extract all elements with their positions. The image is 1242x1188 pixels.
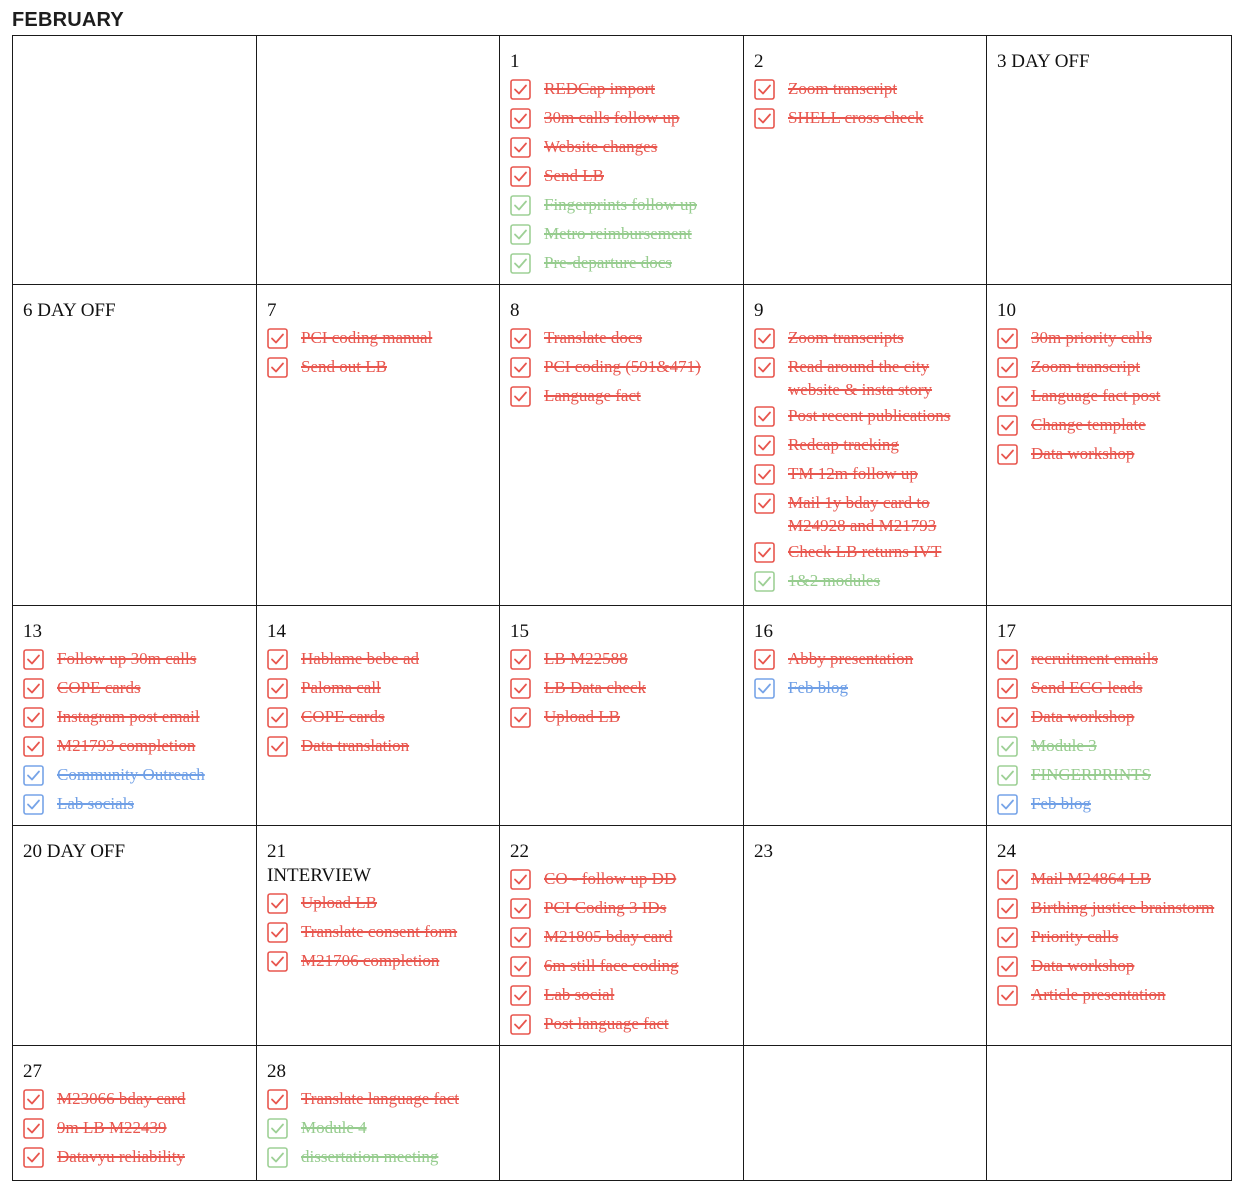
checkbox-checked-icon[interactable]: [267, 357, 288, 378]
task-item: [510, 355, 733, 381]
task-text: Translate language fact: [301, 1089, 459, 1108]
task-item: [997, 896, 1221, 922]
task-text: Zoom transcript: [1031, 357, 1141, 376]
checkbox-checked-icon[interactable]: [510, 707, 531, 728]
checkbox-checked-icon[interactable]: [267, 893, 288, 914]
task-text: Language fact post: [1031, 386, 1161, 405]
day-cell[interactable]: [987, 36, 1232, 285]
day-label: 13: [23, 621, 42, 642]
day-label: 3 DAY OFF: [997, 51, 1090, 72]
checkbox-checked-icon[interactable]: [23, 765, 44, 786]
checkbox-checked-icon[interactable]: [997, 765, 1018, 786]
task-text: Language fact: [544, 386, 641, 405]
task-text: Feb blog: [788, 678, 848, 697]
checkbox-checked-icon[interactable]: [510, 195, 531, 216]
day-cell[interactable]: [744, 285, 987, 606]
checkbox-checked-icon[interactable]: [267, 328, 288, 349]
day-label: 10: [997, 300, 1016, 321]
checkbox-checked-icon[interactable]: [997, 386, 1018, 407]
checkbox-checked-icon[interactable]: [997, 328, 1018, 349]
day-label: 1: [510, 51, 520, 72]
task-text: M21706 completion: [301, 951, 440, 970]
task-item: [510, 705, 733, 731]
task-text: M21805 bday card: [544, 927, 673, 946]
checkbox-checked-icon[interactable]: [997, 898, 1018, 919]
day-cell[interactable]: [987, 826, 1232, 1046]
task-text: Translate docs: [544, 328, 643, 347]
task-text: PCI Coding 3 IDs: [544, 898, 667, 917]
checkbox-checked-icon[interactable]: [510, 386, 531, 407]
task-item: [997, 705, 1221, 731]
task-item: [510, 954, 733, 980]
checkbox-checked-icon[interactable]: [997, 649, 1018, 670]
task-item: [267, 1116, 489, 1142]
task-text: Send LB: [544, 166, 604, 185]
checkbox-checked-icon[interactable]: [997, 444, 1018, 465]
checkbox-checked-icon[interactable]: [267, 1147, 288, 1168]
task-text: Follow up 30m calls: [57, 649, 197, 668]
task-text: Data workshop: [1031, 444, 1135, 463]
task-item: [754, 569, 976, 595]
task-item: [997, 326, 1221, 352]
checkbox-checked-icon[interactable]: [997, 927, 1018, 948]
task-item: [510, 867, 733, 893]
day-label: 28: [267, 1061, 286, 1082]
checkbox-checked-icon[interactable]: [754, 79, 775, 100]
task-text: Module 3: [1031, 736, 1097, 755]
day-cell[interactable]: [257, 826, 500, 1046]
day-label: 14: [267, 621, 286, 642]
checkbox-checked-icon[interactable]: [267, 1118, 288, 1139]
checkbox-checked-icon[interactable]: [754, 357, 775, 378]
task-text: M21793 completion: [57, 736, 196, 755]
task-item: [997, 647, 1221, 673]
task-text: Zoom transcript: [788, 79, 898, 98]
checkbox-checked-icon[interactable]: [754, 542, 775, 563]
task-text: CO - follow up DD: [544, 869, 677, 888]
task-text: Module 4: [301, 1118, 367, 1137]
task-item: [23, 1116, 246, 1142]
checkbox-checked-icon[interactable]: [510, 357, 531, 378]
task-text: Send out LB: [301, 357, 387, 376]
task-text: Feb blog: [1031, 794, 1091, 813]
checkbox-checked-icon[interactable]: [267, 1089, 288, 1110]
task-item: [754, 433, 976, 459]
task-item: [997, 983, 1221, 1009]
checkbox-checked-icon[interactable]: [510, 956, 531, 977]
checkbox-checked-icon[interactable]: [267, 707, 288, 728]
day-cell[interactable]: [744, 826, 987, 1046]
day-cell[interactable]: [987, 285, 1232, 606]
task-item: [23, 705, 246, 731]
month-title: FEBRUARY: [12, 9, 124, 31]
day-cell[interactable]: [257, 606, 500, 826]
task-text: Fingerprints follow up: [544, 195, 697, 214]
checkbox-checked-icon[interactable]: [997, 357, 1018, 378]
task-text: Post language fact: [544, 1014, 669, 1033]
task-item: [23, 763, 246, 789]
checkbox-checked-icon[interactable]: [997, 869, 1018, 890]
checkbox-checked-icon[interactable]: [510, 166, 531, 187]
task-text: Lab social: [544, 985, 615, 1004]
checkbox-checked-icon[interactable]: [267, 678, 288, 699]
task-item: [754, 404, 976, 430]
checkbox-checked-icon[interactable]: [997, 707, 1018, 728]
checkbox-checked-icon[interactable]: [23, 649, 44, 670]
task-text: Hablame bebe ad: [301, 649, 419, 668]
task-item: [23, 792, 246, 818]
day-cell[interactable]: [13, 606, 257, 826]
task-item: [510, 193, 733, 219]
day-cell[interactable]: [13, 36, 257, 285]
task-text: Website changes: [544, 137, 658, 156]
checkbox-checked-icon[interactable]: [754, 678, 775, 699]
day-label: 2: [754, 51, 764, 72]
task-item: [23, 647, 246, 673]
checkbox-checked-icon[interactable]: [997, 736, 1018, 757]
task-item: [267, 734, 489, 760]
task-text: REDCap import: [544, 79, 655, 98]
day-cell[interactable]: [500, 36, 744, 285]
task-text: TM 12m follow up: [788, 464, 918, 483]
task-item: [754, 77, 976, 103]
task-item: [997, 442, 1221, 468]
day-cell[interactable]: [500, 826, 744, 1046]
day-cell[interactable]: [500, 285, 744, 606]
checkbox-checked-icon[interactable]: [997, 985, 1018, 1006]
task-text: Translate consent form: [301, 922, 458, 941]
task-item: [510, 647, 733, 673]
task-item: [510, 164, 733, 190]
checkbox-checked-icon[interactable]: [754, 406, 775, 427]
day-cell[interactable]: [257, 1046, 500, 1181]
day-label: 22: [510, 841, 529, 862]
checkbox-checked-icon[interactable]: [23, 707, 44, 728]
day-cell[interactable]: [13, 826, 257, 1046]
week-row: [13, 1046, 1232, 1181]
task-text: Data workshop: [1031, 707, 1135, 726]
task-item: [23, 734, 246, 760]
day-cell[interactable]: [744, 606, 987, 826]
day-label: 20 DAY OFF: [23, 841, 126, 862]
checkbox-checked-icon[interactable]: [510, 678, 531, 699]
day-label: 8: [510, 300, 520, 321]
checkbox-checked-icon[interactable]: [23, 794, 44, 815]
day-cell[interactable]: [987, 606, 1232, 826]
checkbox-checked-icon[interactable]: [997, 415, 1018, 436]
task-text: dissertation meeting: [301, 1147, 439, 1166]
checkbox-checked-icon[interactable]: [23, 1118, 44, 1139]
task-text: Pre-departure docs: [544, 253, 672, 272]
task-text: Metro reimbursement: [544, 224, 692, 243]
task-text: Birthing justice brainstorm: [1031, 898, 1215, 917]
task-item: [754, 326, 976, 352]
task-text: SHELL cross check: [788, 108, 924, 127]
checkbox-checked-icon[interactable]: [510, 869, 531, 890]
task-text: Data translation: [301, 736, 410, 755]
task-text: FINGERPRINTS: [1031, 765, 1151, 784]
task-text: PCI coding manual: [301, 328, 433, 347]
checkbox-checked-icon[interactable]: [23, 1089, 44, 1110]
checkbox-checked-icon[interactable]: [510, 649, 531, 670]
task-item: [997, 954, 1221, 980]
task-item: [510, 106, 733, 132]
checkbox-checked-icon[interactable]: [23, 736, 44, 757]
task-text: Abby presentation: [788, 649, 914, 668]
task-text: 30m priority calls: [1031, 328, 1152, 347]
task-item: [23, 676, 246, 702]
day-cell[interactable]: [13, 285, 257, 606]
checkbox-checked-icon[interactable]: [754, 493, 775, 514]
task-text: Priority calls: [1031, 927, 1119, 946]
checkbox-checked-icon[interactable]: [267, 951, 288, 972]
day-cell[interactable]: [13, 1046, 257, 1181]
task-text: Data workshop: [1031, 956, 1135, 975]
task-item: [267, 676, 489, 702]
calendar-grid: [12, 35, 1232, 1181]
day-label: 24: [997, 841, 1016, 862]
checkbox-checked-icon[interactable]: [510, 927, 531, 948]
day-cell[interactable]: [744, 1046, 987, 1181]
checkbox-checked-icon[interactable]: [754, 435, 775, 456]
week-row: [13, 606, 1232, 826]
checkbox-checked-icon[interactable]: [510, 898, 531, 919]
task-text: PCI coding (591&471): [544, 357, 701, 376]
day-cell[interactable]: [257, 36, 500, 285]
task-text: COPE cards: [301, 707, 385, 726]
week-row: [13, 36, 1232, 285]
task-text: COPE cards: [57, 678, 141, 697]
task-item: [510, 1012, 733, 1038]
day-label: 6 DAY OFF: [23, 300, 116, 321]
checkbox-checked-icon[interactable]: [510, 137, 531, 158]
checkbox-checked-icon[interactable]: [754, 571, 775, 592]
day-label: 15: [510, 621, 529, 642]
task-text: Zoom transcripts: [788, 328, 904, 347]
task-item: [267, 920, 489, 946]
task-text: Datavyu reliability: [57, 1147, 185, 1166]
checkbox-checked-icon[interactable]: [510, 985, 531, 1006]
task-item: [754, 106, 976, 132]
task-item: [267, 891, 489, 917]
task-text: Mail 1y bday card to M24928 and M21793: [788, 493, 937, 535]
checkbox-checked-icon[interactable]: [510, 224, 531, 245]
task-text: Paloma call: [301, 678, 381, 697]
day-label: 17: [997, 621, 1016, 642]
day-label: 21 INTERVIEW: [267, 841, 371, 886]
task-item: [267, 1145, 489, 1171]
task-text: Article presentation: [1031, 985, 1166, 1004]
task-item: [510, 251, 733, 277]
task-item: [267, 647, 489, 673]
task-text: Read around the city website & insta story: [788, 357, 933, 399]
checkbox-checked-icon[interactable]: [754, 328, 775, 349]
checkbox-checked-icon[interactable]: [754, 649, 775, 670]
task-item: [754, 355, 976, 401]
checkbox-checked-icon[interactable]: [997, 678, 1018, 699]
task-text: Community Outreach: [57, 765, 205, 784]
day-label: 7: [267, 300, 277, 321]
task-item: [510, 676, 733, 702]
task-item: [754, 540, 976, 566]
task-text: Upload LB: [544, 707, 621, 726]
task-item: [997, 925, 1221, 951]
checkbox-checked-icon[interactable]: [754, 464, 775, 485]
week-row: [13, 826, 1232, 1046]
task-item: [267, 705, 489, 731]
checkbox-checked-icon[interactable]: [267, 649, 288, 670]
task-item: [510, 896, 733, 922]
day-label: 23: [754, 841, 773, 862]
task-item: [267, 949, 489, 975]
task-item: [510, 222, 733, 248]
task-item: [997, 355, 1221, 381]
day-cell[interactable]: [500, 606, 744, 826]
week-row: [13, 285, 1232, 606]
task-item: [510, 77, 733, 103]
task-item: [23, 1087, 246, 1113]
task-text: 30m calls follow up: [544, 108, 680, 127]
task-text: 1&2 modules: [788, 571, 881, 590]
day-cell[interactable]: [987, 1046, 1232, 1181]
task-item: [23, 1145, 246, 1171]
task-item: [267, 355, 489, 381]
task-text: Instagram post email: [57, 707, 200, 726]
task-item: [510, 384, 733, 410]
task-text: LB Data check: [544, 678, 646, 697]
day-label: 9: [754, 300, 764, 321]
task-item: [754, 462, 976, 488]
task-text: LB M22588: [544, 649, 628, 668]
day-cell[interactable]: [500, 1046, 744, 1181]
task-item: [997, 413, 1221, 439]
checkbox-checked-icon[interactable]: [23, 678, 44, 699]
task-text: 9m LB M22439: [57, 1118, 167, 1137]
task-item: [997, 734, 1221, 760]
task-item: [997, 676, 1221, 702]
task-item: [754, 647, 976, 673]
task-item: [267, 326, 489, 352]
checkbox-checked-icon[interactable]: [267, 922, 288, 943]
checkbox-checked-icon[interactable]: [510, 79, 531, 100]
task-text: Change template: [1031, 415, 1146, 434]
task-text: recruitment emails: [1031, 649, 1158, 668]
task-item: [754, 676, 976, 702]
day-cell[interactable]: [257, 285, 500, 606]
task-item: [754, 491, 976, 537]
day-label: 27: [23, 1061, 42, 1082]
task-item: [997, 792, 1221, 818]
task-text: Send ECG leads: [1031, 678, 1143, 697]
task-text: Mail M24864 LB: [1031, 869, 1151, 888]
checkbox-checked-icon[interactable]: [754, 108, 775, 129]
task-item: [997, 867, 1221, 893]
checkbox-checked-icon[interactable]: [510, 1014, 531, 1035]
checkbox-checked-icon[interactable]: [510, 328, 531, 349]
task-text: Check LB returns IVT: [788, 542, 942, 561]
task-item: [510, 983, 733, 1009]
task-item: [510, 135, 733, 161]
checkbox-checked-icon[interactable]: [510, 253, 531, 274]
checkbox-checked-icon[interactable]: [510, 108, 531, 129]
task-item: [510, 925, 733, 951]
day-label: 16: [754, 621, 773, 642]
task-item: [510, 326, 733, 352]
task-item: [997, 384, 1221, 410]
task-text: Lab socials: [57, 794, 134, 813]
checkbox-checked-icon[interactable]: [23, 1147, 44, 1168]
checkbox-checked-icon[interactable]: [267, 736, 288, 757]
checkbox-checked-icon[interactable]: [997, 794, 1018, 815]
task-text: 6m still face coding: [544, 956, 679, 975]
task-text: M23066 bday card: [57, 1089, 186, 1108]
task-text: Redcap tracking: [788, 435, 899, 454]
task-text: Upload LB: [301, 893, 378, 912]
task-text: Post recent publications: [788, 406, 951, 425]
task-item: [997, 763, 1221, 789]
day-cell[interactable]: [744, 36, 987, 285]
checkbox-checked-icon[interactable]: [997, 956, 1018, 977]
task-item: [267, 1087, 489, 1113]
